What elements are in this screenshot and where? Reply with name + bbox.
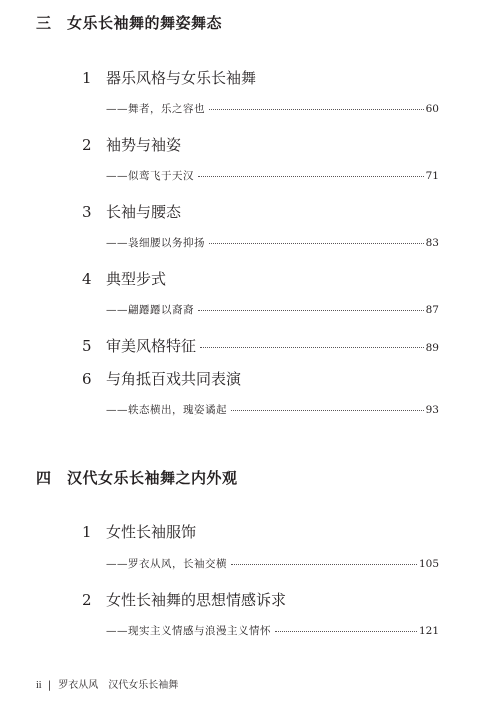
dot-leader <box>198 175 424 177</box>
footer-separator: | <box>47 680 52 691</box>
section-title: 器乐风格与女乐长袖舞 <box>106 69 257 87</box>
section-title: 典型步式 <box>106 270 167 288</box>
page-number: 71 <box>425 170 439 182</box>
page-number: 105 <box>418 558 439 570</box>
section-title: 女性长袖舞的思想情感诉求 <box>106 591 287 609</box>
section-title: 袖势与袖姿 <box>106 136 182 154</box>
chapter-title: 汉代女乐长袖舞之内外观 <box>67 469 238 487</box>
section-heading[interactable] <box>82 521 196 542</box>
section-subtitle: ——罗衣从风，长袖交横 <box>106 558 227 570</box>
section-subtitle: ——似鸾飞于天汉 <box>106 170 194 182</box>
section-number: 1 <box>82 69 92 87</box>
toc-entry[interactable] <box>106 302 439 317</box>
section-number: 6 <box>82 370 92 388</box>
section-number: 4 <box>82 270 92 288</box>
page-footer <box>36 676 178 691</box>
section-subtitle: ——舞者，乐之容也 <box>106 103 205 115</box>
section-number: 2 <box>82 591 92 609</box>
section-heading[interactable] <box>82 134 181 155</box>
dot-leader <box>209 242 424 244</box>
section-heading[interactable] <box>82 589 286 610</box>
section-heading[interactable] <box>82 201 181 222</box>
section-number: 2 <box>82 136 92 154</box>
section-subtitle: ——轶态横出，瑰姿谲起 <box>106 404 227 416</box>
page-number: 83 <box>425 237 439 249</box>
dot-leader <box>209 108 424 110</box>
chapter-number: 三 <box>36 14 52 32</box>
page-number: 121 <box>418 625 439 637</box>
dot-leader <box>198 309 424 311</box>
section-number: 3 <box>82 203 92 221</box>
section-subtitle: ——翩蹮蹮以裔裔 <box>106 304 194 316</box>
dot-leader <box>275 630 417 632</box>
toc-entry[interactable] <box>106 402 439 417</box>
section-heading[interactable] <box>82 368 241 389</box>
section-heading[interactable] <box>82 67 256 88</box>
dot-leader <box>231 563 417 565</box>
page-number: 60 <box>425 103 439 115</box>
chapter-number: 四 <box>36 469 52 487</box>
section-title: 长袖与腰态 <box>106 203 182 221</box>
section-number: 5 <box>82 337 92 355</box>
section-number: 1 <box>82 523 92 541</box>
toc-entry[interactable] <box>106 235 439 250</box>
section-heading[interactable] <box>82 268 166 289</box>
page-number: 89 <box>425 342 439 354</box>
running-title: 罗衣从风 汉代女乐长袖舞 <box>58 680 179 691</box>
dot-leader <box>231 409 424 411</box>
chapter-heading <box>36 467 238 488</box>
folio-number: ii <box>36 680 42 691</box>
toc-entry[interactable] <box>106 168 439 183</box>
toc-entry[interactable] <box>106 623 439 638</box>
chapter-heading <box>36 12 222 33</box>
dot-leader <box>200 346 424 348</box>
section-title: 与角抵百戏共同表演 <box>106 370 242 388</box>
toc-entry[interactable] <box>106 556 439 571</box>
chapter-title: 女乐长袖舞的舞姿舞态 <box>67 14 223 32</box>
page-number: 93 <box>425 404 439 416</box>
section-subtitle: ——袅细腰以务抑扬 <box>106 237 205 249</box>
section-title: 女性长袖服饰 <box>106 523 197 541</box>
toc-entry[interactable] <box>82 335 439 356</box>
section-subtitle: ——现实主义情感与浪漫主义情怀 <box>106 625 271 637</box>
section-title: 审美风格特征 <box>106 337 197 355</box>
page-number: 87 <box>425 304 439 316</box>
toc-entry[interactable] <box>106 101 439 116</box>
